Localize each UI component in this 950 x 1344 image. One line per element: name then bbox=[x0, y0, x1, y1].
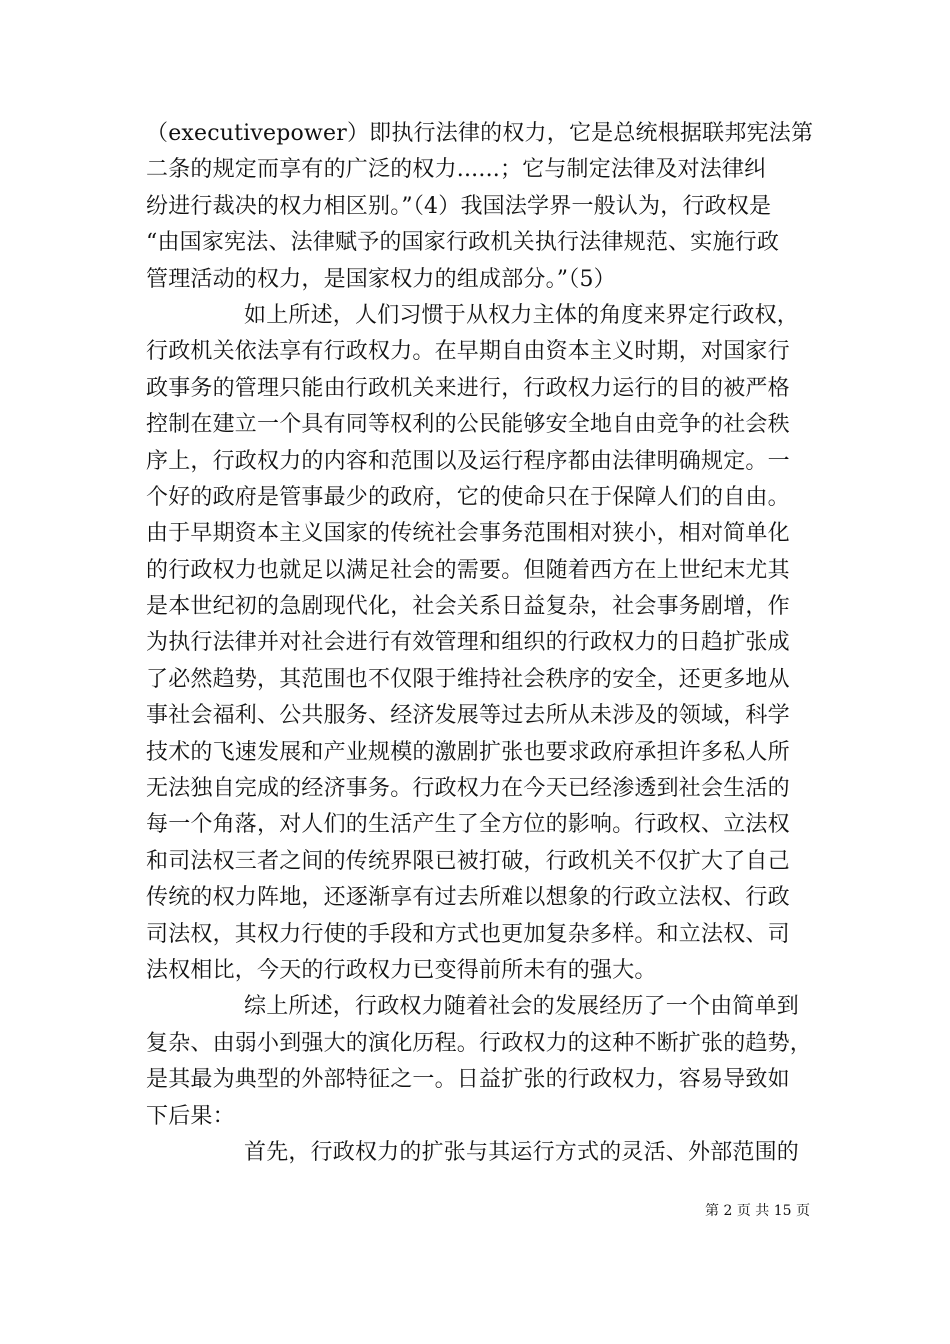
page-number-footer: 第 2 页 共 15 页 bbox=[705, 1203, 810, 1219]
text-line: 管理活动的权力，是国家权力的组成部分。”（5） bbox=[146, 266, 616, 292]
body-text bbox=[146, 116, 814, 1171]
text-line: 纷进行裁决的权力相区别。”（4）我国法学界一般认为，行政权是 bbox=[146, 193, 772, 219]
text-line: 司法权，其权力行使的手段和方式也更加复杂多样。和立法权、司 bbox=[146, 921, 790, 947]
text-line: 无法独自完成的经济事务。行政权力在今天已经渗透到社会生活的 bbox=[146, 776, 790, 802]
text-line: 下后果： bbox=[146, 1103, 235, 1129]
text-line: 事社会福利、公共服务、经济发展等过去所从未涉及的领域，科学 bbox=[146, 703, 790, 729]
text-line: 了必然趋势，其范围也不仅限于维持社会秩序的安全，还更多地从 bbox=[146, 666, 790, 692]
text-line: 法权相比，今天的行政权力已变得前所未有的强大。 bbox=[146, 957, 657, 983]
text-line: 复杂、由弱小到强大的演化历程。行政权力的这种不断扩张的趋势， bbox=[146, 1030, 813, 1056]
text-line: 为执行法律并对社会进行有效管理和组织的行政权力的日趋扩张成 bbox=[146, 630, 790, 656]
text-line: “由国家宪法、法律赋予的国家行政机关执行法律规范、实施行政 bbox=[146, 230, 780, 256]
text-line: 的行政权力也就足以满足社会的需要。但随着西方在上世纪末尤其 bbox=[146, 557, 790, 583]
text-line: 控制在建立一个具有同等权利的公民能够安全地自由竞争的社会秩 bbox=[146, 412, 790, 438]
text-line: 政事务的管理只能由行政机关来进行，行政权力运行的目的被严格 bbox=[146, 375, 790, 401]
text-line: 每一个角落，对人们的生活产生了全方位的影响。行政权、立法权 bbox=[146, 812, 790, 838]
text-line: 个好的政府是管事最少的政府，它的使命只在于保障人们的自由。 bbox=[146, 484, 790, 510]
text-line: 和司法权三者之间的传统界限已被打破，行政机关不仅扩大了自己 bbox=[146, 848, 790, 874]
text-line: 行政机关依法享有行政权力。在早期自由资本主义时期，对国家行 bbox=[146, 339, 790, 365]
text-line: 是其最为典型的外部特征之一。日益扩张的行政权力，容易导致如 bbox=[146, 1067, 790, 1093]
text-line: 二条的规定而享有的广泛的权力......；它与制定法律及对法律纠 bbox=[146, 157, 767, 183]
text-line: 技术的飞速发展和产业规模的激剧扩张也要求政府承担许多私人所 bbox=[146, 739, 790, 765]
text-line: 传统的权力阵地，还逐渐享有过去所难以想象的行政立法权、行政 bbox=[146, 885, 790, 911]
paragraph-first-line: 综上所述，行政权力随着社会的发展经历了一个由简单到 bbox=[244, 994, 800, 1020]
text-line: （executivepower）即执行法律的权力，它是总统根据联邦宪法第 bbox=[146, 121, 814, 146]
paragraph-first-line: 首先，行政权力的扩张与其运行方式的灵活、外部范围的 bbox=[244, 1139, 800, 1165]
text-line: 序上，行政权力的内容和范围以及运行程序都由法律明确规定。一 bbox=[146, 448, 790, 474]
paragraph-first-line: 如上所述，人们习惯于从权力主体的角度来界定行政权， bbox=[244, 302, 800, 328]
text-line: 由于早期资本主义国家的传统社会事务范围相对狭小，相对简单化 bbox=[146, 521, 790, 547]
text-line: 是本世纪初的急剧现代化，社会关系日益复杂，社会事务剧增，作 bbox=[146, 594, 790, 620]
